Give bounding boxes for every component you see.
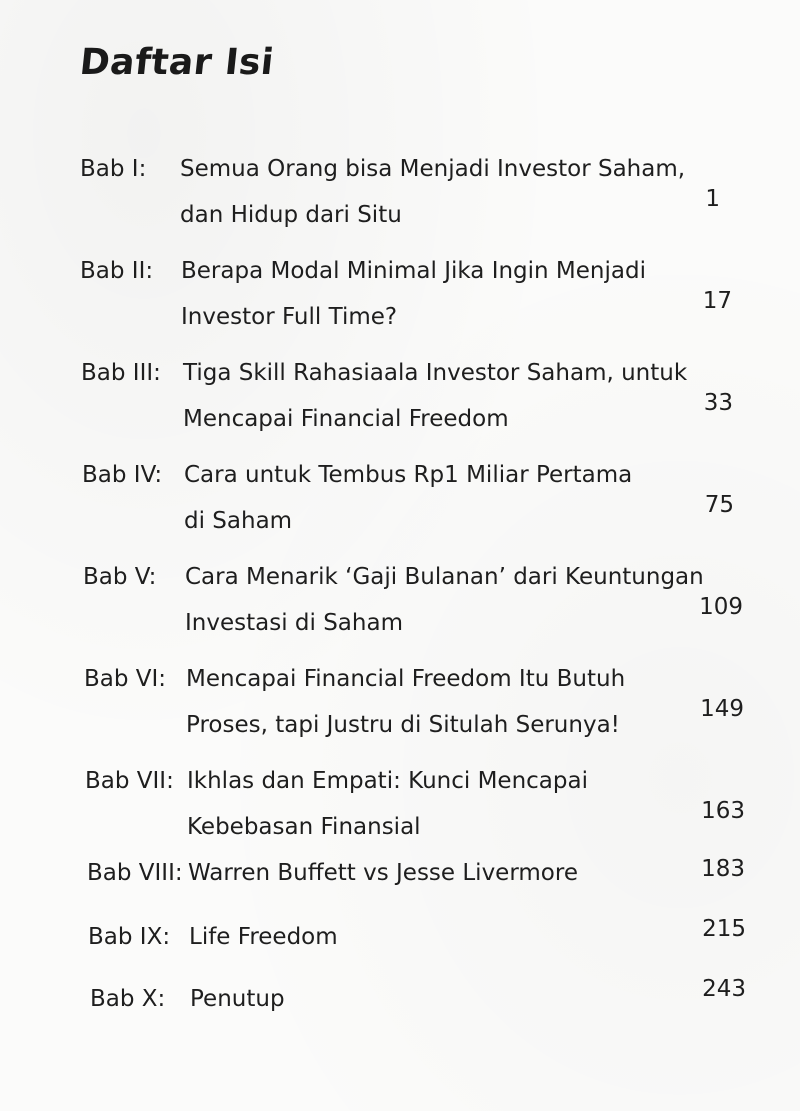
chapter-title-line-1: Life Freedom [189, 924, 338, 950]
chapter-title-line-2: Mencapai Financial Freedom [183, 406, 509, 432]
chapter-label: Bab X: [90, 986, 166, 1012]
chapter-title-line-1: Mencapai Financial Freedom Itu Butuh [186, 666, 626, 692]
page-number: 243 [702, 976, 746, 1002]
page-number: 109 [699, 594, 743, 620]
chapter-label: Bab I: [80, 156, 147, 182]
chapter-label: Bab V: [83, 564, 157, 590]
page-number: 149 [700, 696, 744, 722]
toc-entry-bab-2 [80, 248, 740, 328]
chapter-title-line-1: Warren Buffett vs Jesse Livermore [188, 860, 578, 886]
chapter-title-line-2: Proses, tapi Justru di Situlah Serunya! [186, 712, 620, 738]
chapter-label: Bab IX: [88, 924, 171, 950]
page-number: 75 [704, 492, 734, 518]
page-title: Daftar Isi [77, 42, 276, 83]
chapter-title-line-2: Kebebasan Finansial [187, 814, 421, 840]
chapter-label: Bab VII: [85, 768, 174, 794]
toc-entry-bab-7 [85, 758, 747, 838]
chapter-title-line-2: di Saham [184, 508, 293, 534]
toc-entry-bab-5 [83, 554, 745, 634]
chapter-title-line-2: dan Hidup dari Situ [180, 202, 402, 228]
chapter-title-line-2: Investasi di Saham [185, 610, 403, 636]
chapter-title-line-1: Berapa Modal Minimal Jika Ingin Menjadi [181, 258, 646, 284]
chapter-label: Bab IV: [82, 462, 163, 488]
chapter-title-line-1: Ikhlas dan Empati: Kunci Mencapai [187, 768, 588, 794]
page-number: 33 [703, 390, 733, 416]
toc-entry-bab-10 [90, 976, 748, 1022]
chapter-title-line-2: Investor Full Time? [181, 304, 398, 330]
chapter-label: Bab VIII: [87, 860, 183, 886]
chapter-label: Bab III: [81, 360, 161, 386]
toc-entry-bab-9 [88, 914, 748, 960]
chapter-title-line-1: Cara untuk Tembus Rp1 Miliar Pertama [184, 462, 633, 488]
toc-entry-bab-4 [82, 452, 742, 532]
page-number: 17 [702, 288, 732, 314]
chapter-title-line-1: Semua Orang bisa Menjadi Investor Saham, [180, 156, 686, 182]
page-number: 163 [701, 798, 745, 824]
page-number: 183 [701, 856, 745, 882]
toc-entry-bab-1 [80, 146, 740, 226]
chapter-title-line-1: Tiga Skill Rahasiaala Investor Saham, untuk [183, 360, 688, 386]
page-number: 1 [705, 186, 720, 212]
chapter-label: Bab II: [80, 258, 154, 284]
page-number: 215 [702, 916, 746, 942]
chapter-title-line-1: Penutup [190, 986, 285, 1012]
toc-entry-bab-8 [87, 850, 747, 896]
chapter-label: Bab VI: [84, 666, 167, 692]
toc-entry-bab-3 [81, 350, 741, 430]
chapter-title-line-1: Cara Menarik ‘Gaji Bulanan’ dari Keuntungan [185, 564, 704, 590]
toc-entry-bab-6 [84, 656, 746, 736]
